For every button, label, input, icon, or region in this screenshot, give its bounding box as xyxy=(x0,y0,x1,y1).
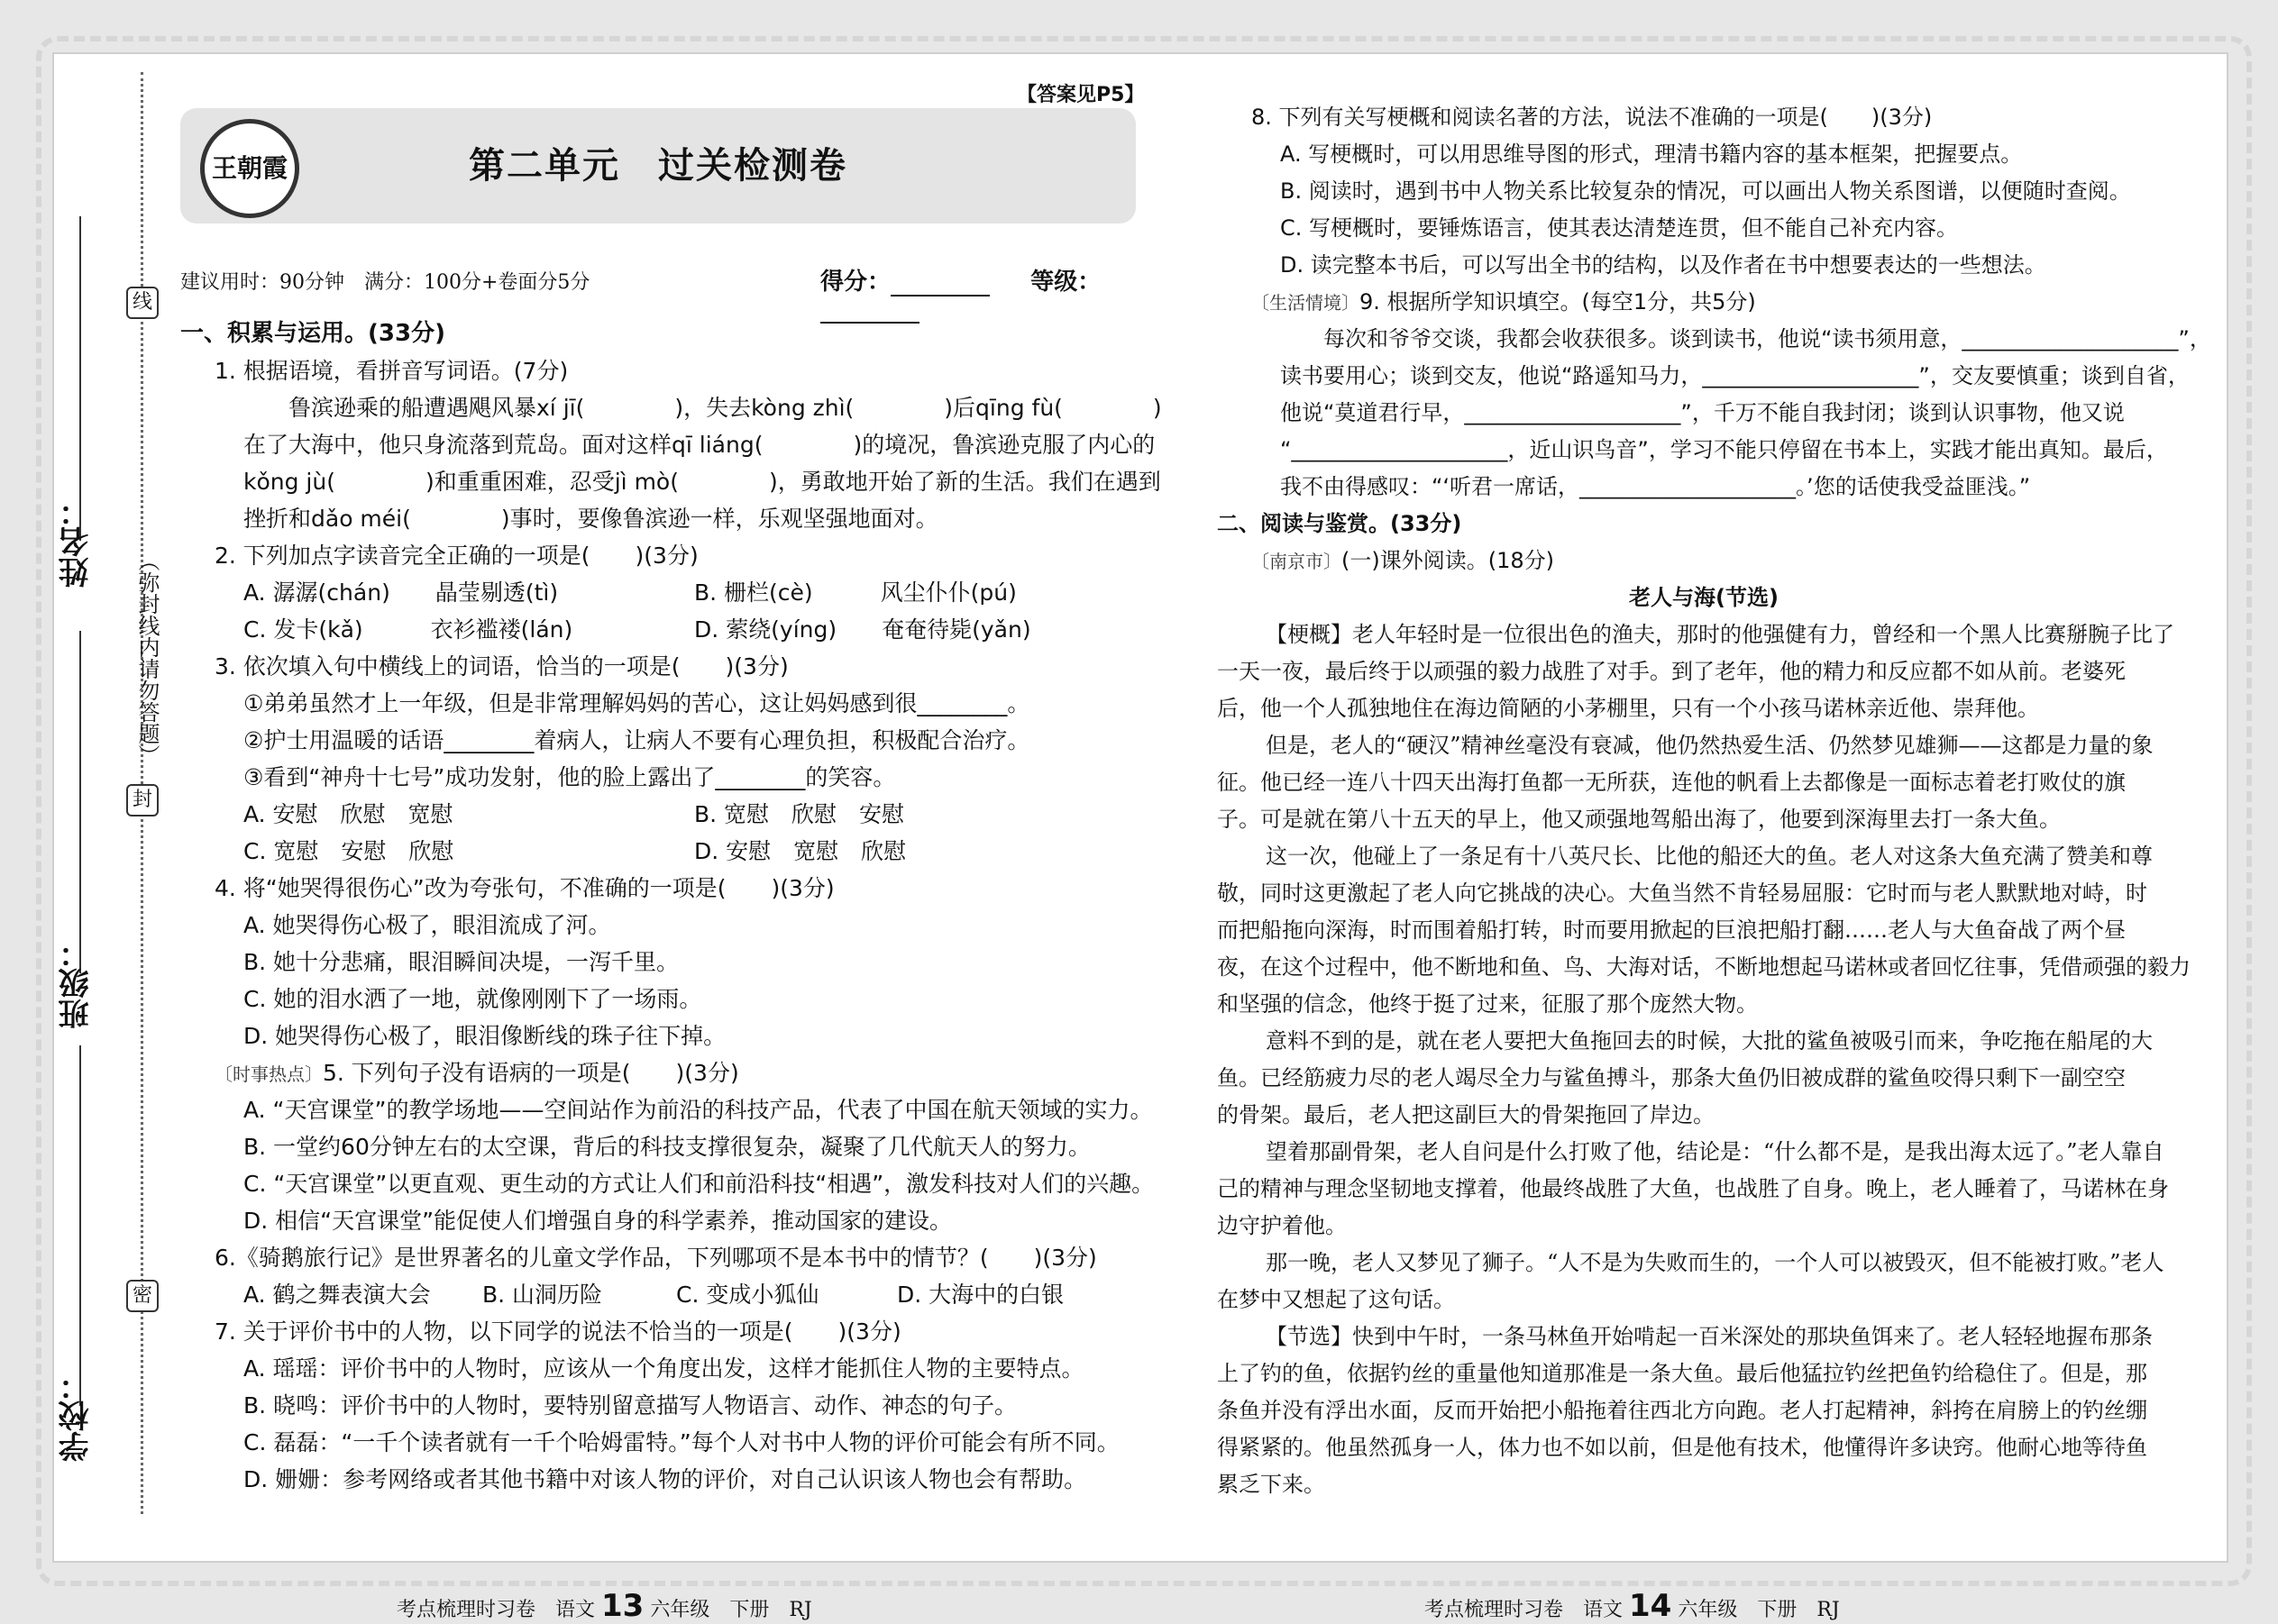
text-line xyxy=(180,759,1136,796)
answer-option: A. 潺潺(chán) 晶莹剔透(tì) xyxy=(243,579,559,606)
text-line xyxy=(1217,136,2191,173)
seal-mark-mi: 密 xyxy=(126,1280,159,1312)
text-line xyxy=(1217,801,2191,838)
line-text: 那一晚，老人又梦见了狮子。“人不是为失败而生的，一个人可以被毁灭，但不能被打败。”老人 xyxy=(1266,1250,2164,1275)
line-text: 和坚强的信念，他终于挺了过来，征服了那个庞然大物。 xyxy=(1217,991,1758,1017)
line-text: 6.《骑鹅旅行记》是世界著名的儿童文学作品，下列哪项不是本书中的情节？( )(3分) xyxy=(215,1245,1097,1271)
line-text: 他说“莫道君行早，____________________”，千万不能自我封闭；谈到认识事物，他又说 xyxy=(1280,400,2125,425)
answer-option: B. 栅栏(cè) 风尘仆仆(pú) xyxy=(694,579,1017,606)
line-text: D. 她哭得伤心极了，眼泪像断线的珠子往下掉。 xyxy=(243,1023,727,1049)
text-line xyxy=(1217,875,2191,912)
text-line xyxy=(1217,506,2191,543)
text-line xyxy=(1217,210,2191,247)
text-line xyxy=(180,1424,1136,1461)
text-line xyxy=(1217,1097,2191,1134)
line-text: 在梦中又想起了这句话。 xyxy=(1217,1287,1455,1312)
answer-option: A. 鹤之舞表演大会 xyxy=(243,1282,431,1308)
title-banner xyxy=(180,108,1136,224)
text-line xyxy=(180,944,1136,981)
question-tag: 〔时事热点〕 xyxy=(215,1063,323,1085)
text-line xyxy=(180,907,1136,944)
seal-note: （弥封线内请勿答题） xyxy=(134,550,160,766)
line-text: ①弟弟虽然才上一年级，但是非常理解妈妈的苦心，这让妈妈感到很________。 xyxy=(243,690,1030,716)
line-text: A. 瑶瑶：评价书中的人物时，应该从一个角度出发，这样才能抓住人物的主要特点。 xyxy=(243,1355,1084,1382)
line-text: C. 写梗概时，要锤炼语言，使其表达清楚连贯，但不能自己补充内容。 xyxy=(1280,215,1959,241)
line-text: 8. 下列有关写梗概和阅读名著的方法，说法不准确的一项是( )(3分) xyxy=(1251,105,1933,130)
text-line xyxy=(1217,653,2191,690)
text-line xyxy=(1217,1060,2191,1097)
text-line xyxy=(1217,469,2191,506)
school-line xyxy=(79,1045,81,1406)
line-text: ②护士用温暖的话语________着病人，让病人不要有心理负担，积极配合治疗。 xyxy=(243,727,1030,753)
answer-option: D. 萦绕(yíng) 奄奄待毙(yǎn) xyxy=(694,616,1031,643)
text-line xyxy=(180,1202,1136,1239)
text-line xyxy=(180,1165,1155,1202)
text-line xyxy=(1217,727,2191,764)
text-line xyxy=(1217,1282,2191,1318)
answer-reference: 【答案见P5】 xyxy=(1017,84,1145,106)
text-line xyxy=(1217,1171,2191,1208)
score-blank[interactable] xyxy=(891,271,990,297)
answer-option: C. 变成小狐仙 xyxy=(676,1282,819,1308)
text-line xyxy=(1217,838,2191,875)
line-text: 己的精神与理念坚韧地支撑着，他最终战胜了大鱼，也战胜了自身。晚上，老人睡着了，马诺林在身 xyxy=(1217,1176,2169,1201)
text-line xyxy=(1217,284,2191,321)
line-text: 5. 下列句子没有语病的一项是( )(3分) xyxy=(323,1060,739,1086)
line-text: ③看到“神舟十七号”成功发射，他的脸上露出了________的笑容。 xyxy=(243,764,896,790)
class-label: 班级： xyxy=(59,937,95,1029)
text-line xyxy=(1217,1245,2191,1282)
line-text: 我不由得感叹：“‘听君一席话，____________________。’您的话使我受益匪浅。” xyxy=(1280,474,2031,499)
text-line xyxy=(1217,1208,2191,1245)
text-line xyxy=(180,1054,1136,1091)
line-text: B. 晓鸣：评价书中的人物时，要特别留意描写人物语言、动作、神态的句子。 xyxy=(243,1392,1018,1419)
line-text: 1. 根据语境，看拼音写词语。(7分) xyxy=(215,358,569,384)
line-text: 挫折和dǎo méi( )事时，要像鲁滨逊一样，乐观坚强地面对。 xyxy=(243,506,938,532)
text-line xyxy=(1217,247,2191,284)
text-line xyxy=(180,1350,1136,1387)
line-text: D. 读完整本书后，可以写出全书的结构，以及作者在书中想要表达的一些想法。 xyxy=(1280,252,2046,278)
line-text: A. “天宫课堂”的教学场地——空间站作为前沿的科技产品，代表了中国在航天领域的实力。 xyxy=(243,1097,1153,1123)
text-line xyxy=(1217,1318,2191,1355)
text-line xyxy=(180,648,1136,685)
line-text: 4. 将“她哭得很伤心”改为夸张句，不准确的一项是( )(3分) xyxy=(215,875,835,901)
page-number: 14 xyxy=(1629,1588,1672,1624)
text-line xyxy=(180,426,1156,463)
name-label: 姓名： xyxy=(59,496,95,588)
publisher-logo: 王朝霞 xyxy=(200,119,299,218)
question-tag: 〔南京市〕 xyxy=(1251,551,1341,572)
line-text: 子。可是就在第八十五天的早上，他又顽强地驾船出海了，他要到深海里去打一条大鱼。 xyxy=(1217,807,2061,832)
line-text: 老人与海(节选) xyxy=(1629,585,1779,610)
line-text: 【梗概】老人年轻时是一位很出色的渔夫，那时的他强健有力，曾经和一个黑人比赛掰腕子比了 xyxy=(1266,622,2174,647)
footer-left xyxy=(397,1588,812,1624)
line-text: 在了大海中，他只身流落到荒岛。面对这样qī liáng( )的境况，鲁滨逊克服了内心的 xyxy=(243,432,1156,458)
text-line xyxy=(1217,579,2191,616)
text-line xyxy=(180,981,1136,1017)
line-text: 这一次，他碰上了一条足有十八英尺长、比他的船还大的鱼。老人对这条大鱼充满了赞美和尊 xyxy=(1266,844,2153,869)
line-text: 望着那副骨架，老人自问是什么打败了他，结论是：“什么都不是，是我出海太远了。”老人靠自 xyxy=(1266,1139,2164,1164)
text-line xyxy=(1217,912,2191,949)
line-text: 【节选】快到中午时，一条马林鱼开始啃起一百米深处的那块鱼饵来了。老人轻轻地握布那条 xyxy=(1266,1324,2153,1349)
text-line xyxy=(180,870,1136,907)
seal-mark-feng: 封 xyxy=(126,784,159,817)
answer-option: B. 山洞历险 xyxy=(482,1282,603,1308)
text-line xyxy=(180,389,1162,426)
grade-label: 等级： xyxy=(1030,269,1102,296)
right-questions xyxy=(1217,99,2211,1503)
text-line xyxy=(180,1239,1136,1276)
line-text: 夜，在这个过程中，他不断地和鱼、鸟、大海对话，不断地想起马诺林或者回忆往事，凭借顽强的毅力 xyxy=(1217,954,2191,980)
line-text: 边守护着他。 xyxy=(1217,1213,1347,1238)
seal-mark-xian: 线 xyxy=(126,287,159,319)
text-line xyxy=(180,796,1136,833)
line-text: 上了钓的鱼，依据钓丝的重量他知道那准是一条大鱼。最后他猛拉钓丝把鱼钓给稳住了。但是，那 xyxy=(1217,1361,2147,1386)
answer-option: C. 发卡(kǎ) 衣衫褴褛(lán) xyxy=(243,616,573,643)
score-grade xyxy=(820,263,1136,324)
name-line xyxy=(79,216,81,541)
line-text: (一)课外阅读。(18分) xyxy=(1341,548,1554,573)
text-line xyxy=(1217,1392,2191,1429)
line-text: 后，他一个人孤独地住在海边简陋的小茅棚里，只有一个小孩马诺林亲近他、崇拜他。 xyxy=(1217,696,2039,721)
line-text: 一、积累与运用。(33分) xyxy=(180,320,445,347)
text-line xyxy=(1217,949,2191,986)
line-text: A. 写梗概时，可以用思维导图的形式，理清书籍内容的基本框架，把握要点。 xyxy=(1280,141,2023,167)
text-line xyxy=(1217,543,2191,579)
text-line xyxy=(180,500,1136,537)
binding-margin xyxy=(54,72,171,1514)
answer-option: B. 宽慰 欣慰 安慰 xyxy=(694,801,905,827)
answer-option: D. 大海中的白银 xyxy=(897,1282,1065,1308)
text-line xyxy=(1217,1023,2191,1060)
class-line xyxy=(79,631,81,973)
text-line xyxy=(180,574,1136,611)
text-line xyxy=(180,833,1136,870)
answer-option: C. 宽慰 安慰 欣慰 xyxy=(243,838,454,864)
text-line xyxy=(1217,1355,2191,1392)
line-text: D. 相信“天宫课堂”能促使人们增强自身的科学素养，推动国家的建设。 xyxy=(243,1208,953,1234)
line-text: 3. 依次填入句中横线上的词语，恰当的一项是( )(3分) xyxy=(215,653,789,680)
line-text: 9. 根据所学知识填空。(每空1分，共5分) xyxy=(1359,289,1756,315)
line-text: 敬，同时这更激起了老人向它挑战的决心。大鱼当然不肯轻易屈服：它时而与老人默默地对峙，时 xyxy=(1217,880,2147,906)
line-text: 每次和爷爷交谈，我都会收获很多。谈到读书，他说“读书须用意，____________________”， xyxy=(1280,326,2211,351)
line-text: 一天一夜，最后终于以顽强的毅力战胜了对手。到了老年，他的精力和反应都不如从前。老婆死 xyxy=(1217,659,2126,684)
line-text: A. 她哭得伤心极了，眼泪流成了河。 xyxy=(243,912,611,938)
footer-series: 考点梳理时习卷 语文 xyxy=(397,1599,596,1621)
text-line xyxy=(1217,986,2191,1023)
answer-option: D. 安慰 宽慰 欣慰 xyxy=(694,838,907,864)
text-line xyxy=(180,1091,1153,1128)
line-text: D. 姗姗：参考网络或者其他书籍中对该人物的评价，对自己认识该人物也会有帮助。 xyxy=(243,1466,1087,1492)
text-line xyxy=(180,685,1136,722)
text-line xyxy=(180,1387,1136,1424)
line-text: 二、阅读与鉴赏。(33分) xyxy=(1217,511,1462,536)
question-tag: 〔生活情境〕 xyxy=(1251,292,1359,314)
text-line xyxy=(180,1276,1136,1313)
text-line xyxy=(180,722,1136,759)
text-line xyxy=(180,352,1136,389)
line-text: 鱼。已经筋疲力尽的老人竭尽全力与鲨鱼搏斗，那条大鱼仍旧被成群的鲨鱼咬得只剩下一副空空 xyxy=(1217,1065,2126,1090)
line-text: B. 一堂约60分钟左右的太空课，背后的科技支撑很复杂，凝聚了几代航天人的努力。 xyxy=(243,1134,1091,1160)
text-line xyxy=(1217,173,2191,210)
line-text: 而把船拖向深海，时而围着船打转，时而要用掀起的巨浪把船打翻……老人与大鱼奋战了两个昼 xyxy=(1217,917,2126,943)
line-text: 条鱼并没有浮出水面，反而开始把小船拖着往西北方向跑。老人打起精神，斜挎在肩膀上的钓丝绷 xyxy=(1217,1398,2147,1423)
text-line xyxy=(180,1461,1136,1498)
line-text: kǒng jù( )和重重困难，忍受jì mò( )，勇敢地开始了新的生活。我们在遇到 xyxy=(243,469,1161,495)
text-line xyxy=(1217,99,2191,136)
text-line xyxy=(180,611,1136,648)
line-text: 7. 关于评价书中的人物，以下同学的说法不恰当的一项是( )(3分) xyxy=(215,1318,901,1345)
text-line xyxy=(1217,321,2211,358)
text-line xyxy=(1217,1466,2191,1503)
text-line xyxy=(1217,395,2191,432)
text-line xyxy=(180,1313,1136,1350)
text-line xyxy=(180,1017,1136,1054)
line-text: 累乏下来。 xyxy=(1217,1472,1325,1497)
left-questions xyxy=(180,315,1162,1498)
line-text: “____________________，近山识鸟音”，学习不能只停留在书本上，实践才能出真知。最后， xyxy=(1280,437,2168,462)
line-text: 读书要用心；谈到交友，他说“路遥知马力，____________________”，交友要慎重；谈到自省， xyxy=(1280,363,2190,388)
line-text: 的骨架。最后，老人把这副巨大的骨架拖回了岸边。 xyxy=(1217,1102,1715,1127)
text-line xyxy=(1217,1429,2191,1466)
line-text: 意料不到的是，就在老人要把大鱼拖回去的时候，大批的鲨鱼被吸引而来，争吃拖在船尾的大 xyxy=(1266,1028,2153,1054)
line-text: 但是，老人的“硬汉”精神丝毫没有衰减，他仍然热爱生活、仍然梦见雄狮——这都是力量的象 xyxy=(1266,733,2154,758)
answer-option: A. 安慰 欣慰 宽慰 xyxy=(243,801,453,827)
line-text: B. 阅读时，遇到书中人物关系比较复杂的情况，可以画出人物关系图谱，以便随时查阅。 xyxy=(1280,178,2131,204)
footer-series: 考点梳理时习卷 语文 xyxy=(1424,1599,1624,1621)
page-title: 第二单元 过关检测卷 xyxy=(469,145,847,187)
text-line xyxy=(180,463,1161,500)
footer-grade: 六年级 下册 RJ xyxy=(1678,1599,1840,1621)
school-label: 学校： xyxy=(59,1370,95,1462)
line-text: B. 她十分悲痛，眼泪瞬间决堤，一泻千里。 xyxy=(243,949,680,975)
text-line xyxy=(1217,432,2191,469)
page-number: 13 xyxy=(601,1588,645,1624)
line-text: 征。他已经一连八十四天出海打鱼都一无所获，连他的帆看上去都像是一面标志着老打败仗的旗 xyxy=(1217,770,2126,795)
text-line xyxy=(1217,616,2191,653)
text-line xyxy=(180,1128,1136,1165)
line-text: C. 她的泪水洒了一地，就像刚刚下了一场雨。 xyxy=(243,986,702,1012)
footer-grade: 六年级 下册 RJ xyxy=(650,1599,812,1621)
line-text: C. 磊磊：“一千个读者就有一千个哈姆雷特。”每个人对书中人物的评价可能会有所不同。 xyxy=(243,1429,1120,1455)
exam-meta xyxy=(180,267,1136,295)
line-text: C. “天宫课堂”以更直观、更生动的方式让人们和前沿科技“相遇”，激发科技对人们的兴趣。 xyxy=(243,1171,1155,1197)
line-text: 鲁滨逊乘的船遭遇飓风暴xí jī( )，失去kòng zhì( )后qīng fù( ) xyxy=(243,395,1162,421)
text-line xyxy=(180,537,1136,574)
text-line xyxy=(1217,764,2191,801)
score-label: 得分： xyxy=(820,269,892,296)
text-line xyxy=(180,315,1136,352)
text-line xyxy=(1217,690,2191,727)
exam-info: 建议用时：90分钟 满分：100分+卷面分5分 xyxy=(180,271,590,294)
footer-right xyxy=(1424,1588,1840,1624)
text-line xyxy=(1217,1134,2191,1171)
text-line xyxy=(1217,358,2191,395)
line-text: 得紧紧的。他虽然孤身一人，体力也不如以前，但是他有技术，他懂得许多诀窍。他耐心地等待鱼 xyxy=(1217,1435,2147,1460)
line-text: 2. 下列加点字读音完全正确的一项是( )(3分) xyxy=(215,543,699,569)
